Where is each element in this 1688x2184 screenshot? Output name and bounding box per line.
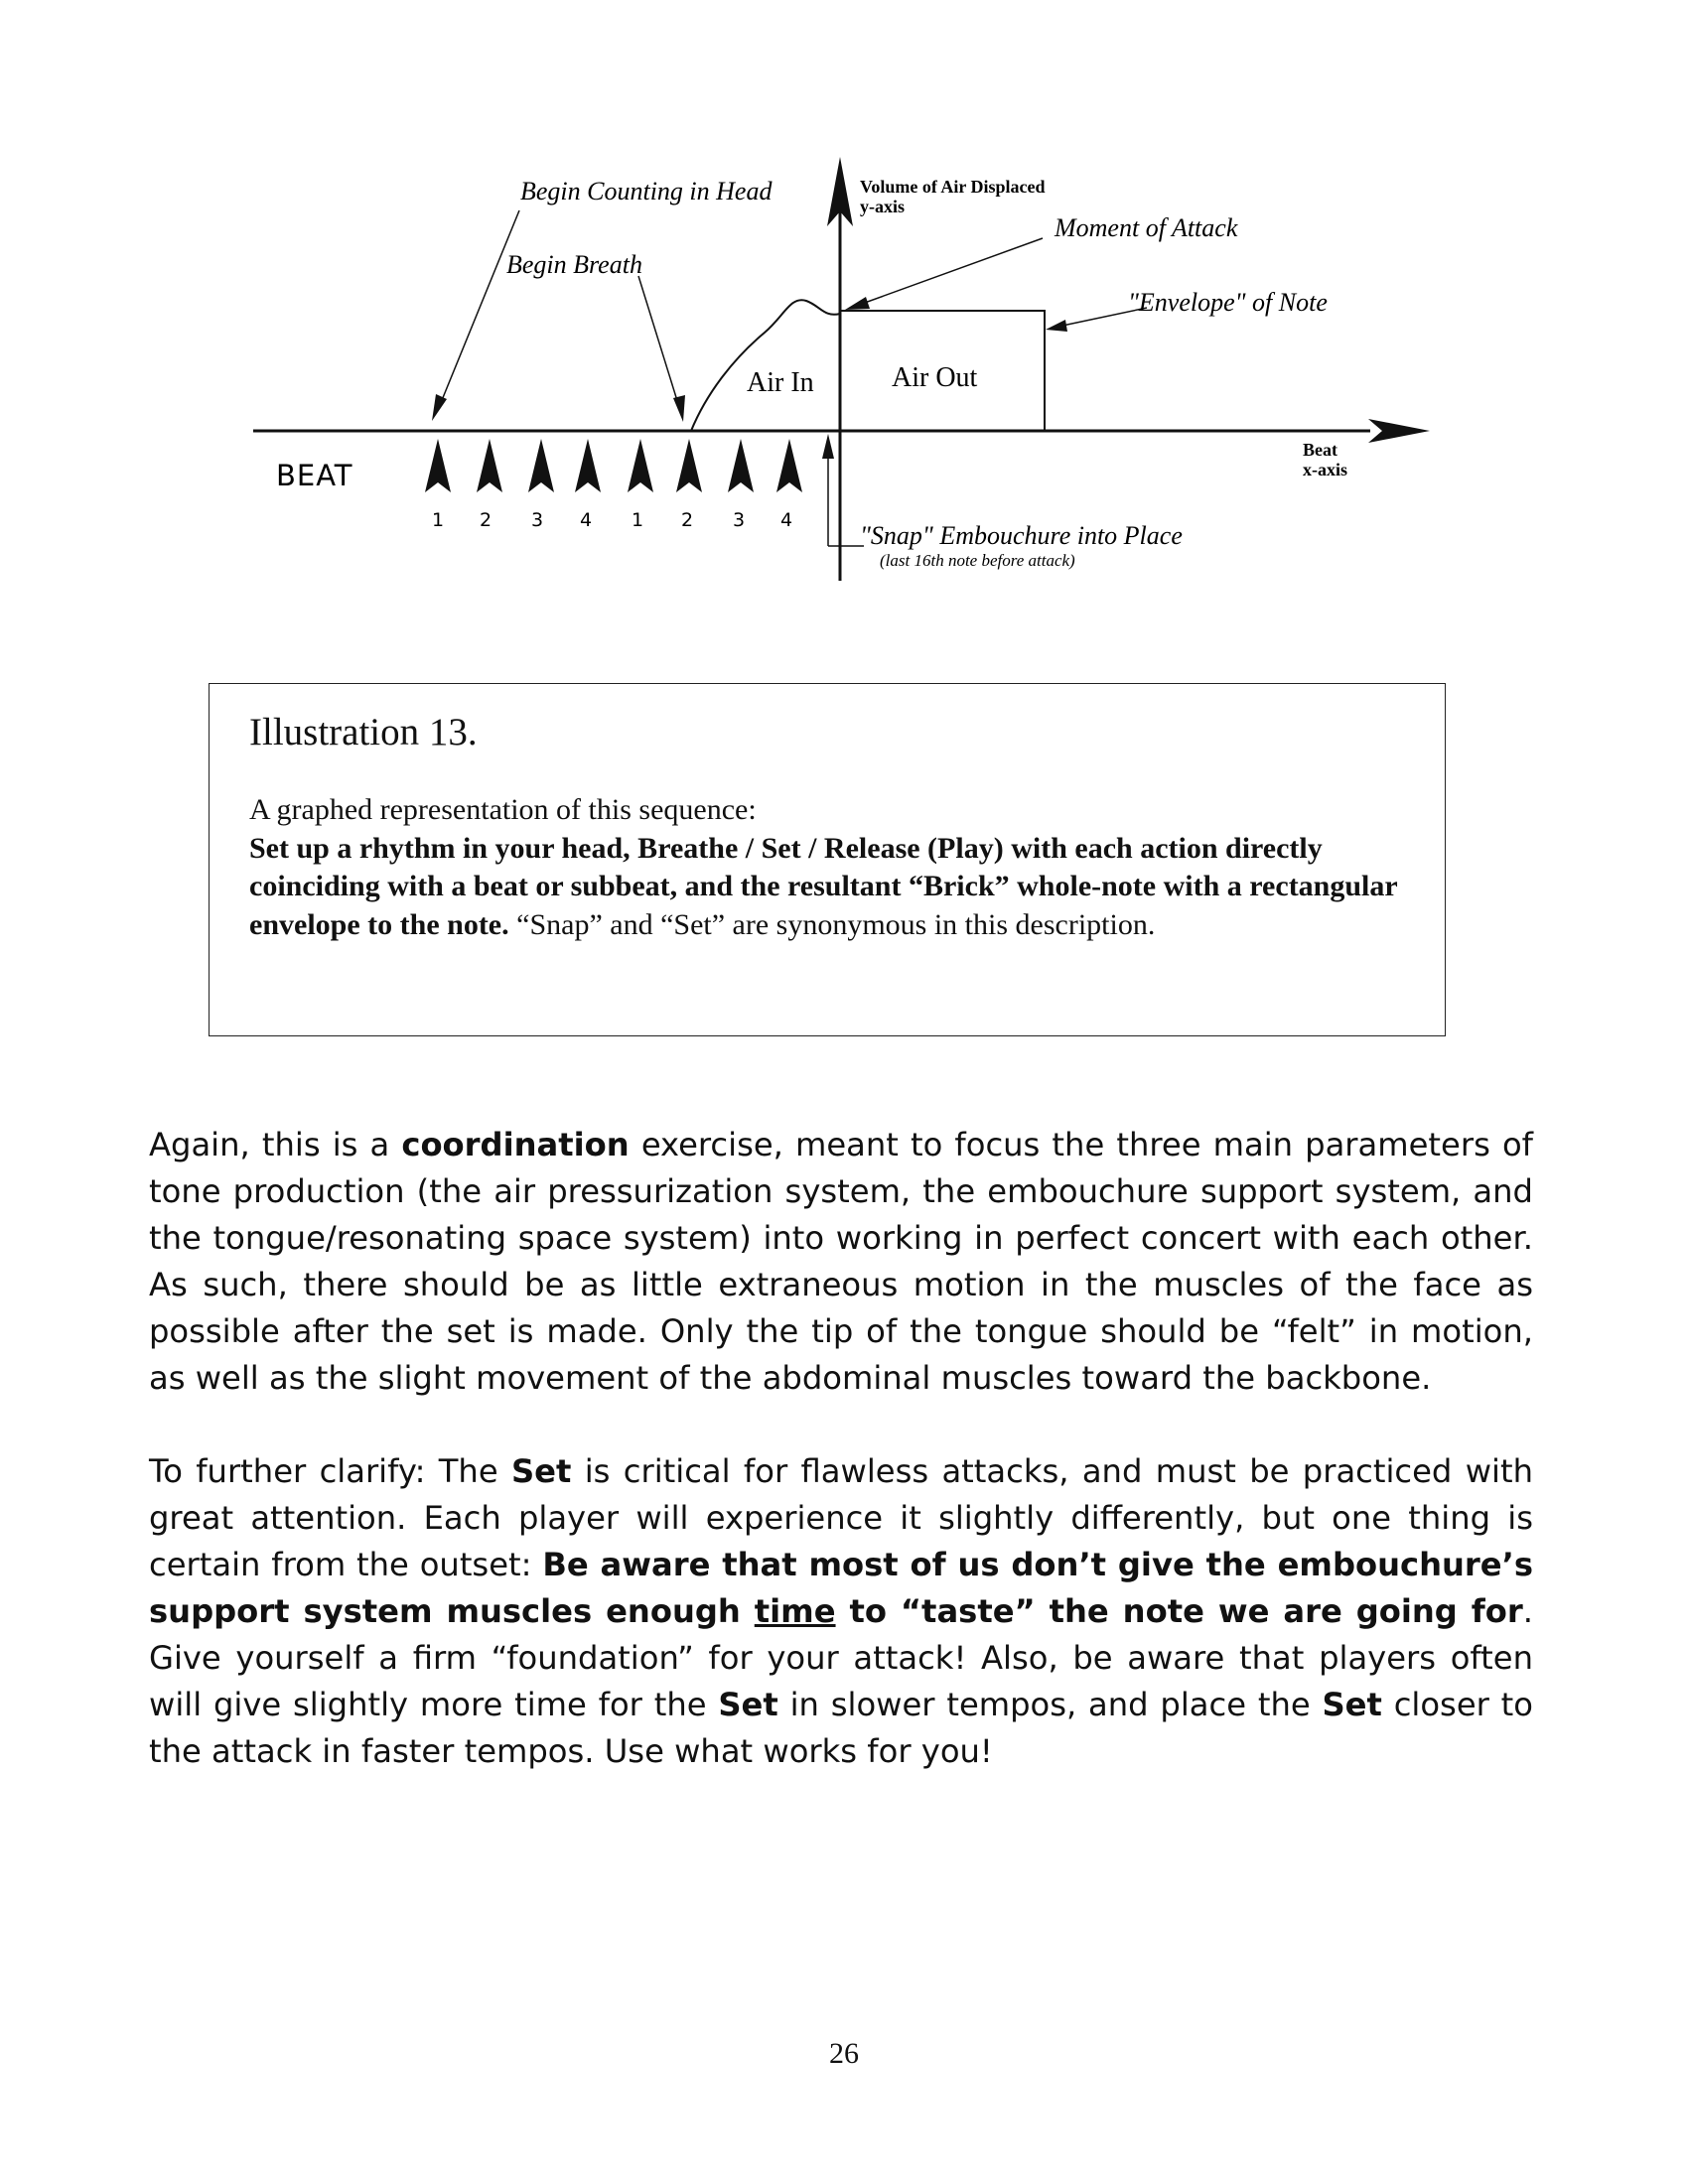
illustration-caption-box: [209, 683, 1446, 1036]
begin-breath-label: Begin Breath: [506, 250, 642, 279]
envelope-arrowhead: [1046, 320, 1067, 332]
beat-arrow: [776, 439, 802, 492]
beat-number: 2: [479, 509, 492, 531]
envelope-label: "Envelope" of Note: [1128, 288, 1328, 317]
text-run: closer to the attack in faster tempos. Use what works for you!: [149, 1686, 1533, 1770]
text-run: to “taste” the note we are going for: [835, 1592, 1523, 1630]
text-run: Be aware that most of us don’t give the embouchure’s support system muscles enough: [149, 1546, 1534, 1630]
snap-label: "Snap" Embouchure into Place: [860, 521, 1183, 550]
snap-sub-label: (last 16th note before attack): [880, 551, 1075, 570]
text-run: . Give yourself a firm “foundation” for your attack! Also, be aware that players often will give slightly more time for the: [149, 1592, 1533, 1723]
bold-run: Set: [510, 1452, 572, 1490]
beat-arrow: [575, 439, 601, 492]
underlined-run: time: [754, 1592, 836, 1630]
y-axis-sub: y-axis: [860, 197, 905, 216]
beat-arrow: [676, 439, 702, 492]
bold-run: coordination: [401, 1126, 630, 1163]
beat-arrow: [425, 439, 451, 492]
beat-number: 2: [680, 509, 694, 531]
y-axis-title: Volume of Air Displaced: [860, 177, 1046, 197]
air-out-label: Air Out: [892, 362, 978, 393]
begin-counting-pointer: [440, 210, 519, 405]
paragraph-1: [149, 1122, 1533, 1402]
text-run: exercise, meant to focus the three main parameters of tone production (the air pressurization system, the embouchure support system, and the tongue/resonating space system) into working in perfect concert with each other. As such, there should be as little extraneous motion in the muscles of the face as possible after the set is made. Only the tip of the tongue should be “felt” in motion, as well as the slight movement of the abdominal muscles toward the backbone.: [149, 1126, 1533, 1397]
beat-arrow: [528, 439, 554, 492]
beat-number: 3: [530, 509, 544, 531]
begin-breath-pointer: [638, 276, 679, 407]
paragraph-2: [149, 1448, 1533, 1775]
text-run: is critical for flawless attacks, and must be practiced with great attention. Each player will experience it slightly differently, but one thing is certain from the outset:: [149, 1452, 1533, 1583]
x-axis-arrowhead: [1368, 419, 1430, 443]
moment-attack-pointer: [862, 238, 1043, 304]
bold-run: Set: [1322, 1686, 1382, 1723]
beat-number: 4: [579, 509, 593, 531]
caption-body: [249, 791, 1411, 944]
beat-number: 1: [431, 509, 445, 531]
moment-attack-arrowhead: [845, 297, 870, 310]
beat-arrow: [628, 439, 653, 492]
x-axis-sub: x-axis: [1303, 460, 1347, 479]
beat-number: 3: [732, 509, 746, 531]
beat-label: BEAT: [276, 459, 353, 492]
bold-run: Set: [718, 1686, 778, 1723]
caption-intro: A graphed representation of this sequence:: [249, 793, 757, 826]
x-axis-title: Beat: [1303, 440, 1337, 460]
page-number: 26: [829, 2037, 859, 2070]
moment-attack-label: Moment of Attack: [1055, 213, 1238, 242]
text-run: Again, this is a: [149, 1126, 402, 1163]
snap-arrowhead: [822, 434, 834, 459]
beat-markers: [425, 439, 802, 492]
begin-counting-label: Begin Counting in Head: [520, 177, 773, 205]
air-in-label: Air In: [747, 367, 814, 398]
caption-description: [249, 830, 1411, 945]
begin-breath-arrowhead: [673, 395, 685, 422]
beat-number: 1: [631, 509, 644, 531]
begin-counting-arrowhead: [432, 394, 447, 421]
beat-number: 4: [779, 509, 793, 531]
beat-arrow: [477, 439, 502, 492]
beat-arrow: [728, 439, 754, 492]
caption-bold-text: Set up a rhythm in your head, Breathe / Set / Release (Play) with each action directly coinciding with a beat or subbeat, and the resultant “Brick” whole-note with a rectangular envelope to the note.: [249, 831, 1398, 941]
caption-tail-text: “Snap” and “Set” are synonymous in this description.: [508, 907, 1156, 941]
caption-title: Illustration 13.: [249, 711, 478, 753]
body-text: [149, 1122, 1533, 1822]
attack-sequence-diagram: [0, 0, 1688, 615]
text-run: in slower tempos, and place the: [777, 1686, 1323, 1723]
text-run: To further clarify: The: [149, 1452, 511, 1490]
air-in-curve: [691, 300, 840, 431]
